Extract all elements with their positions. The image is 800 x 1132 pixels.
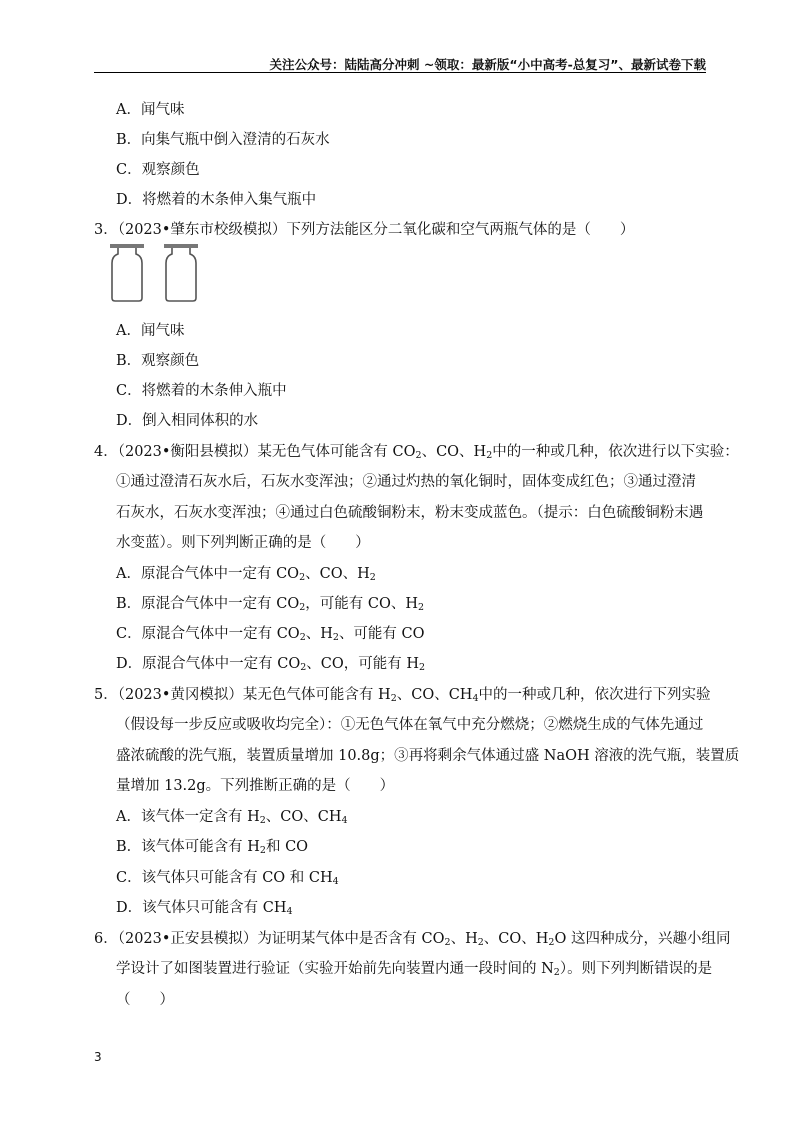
q6-stem-line2: 学设计了如图装置进行验证（实验开始前先向装置内通一段时间的 $N_2$）。则下列判断错误的是 (116, 961, 713, 978)
q4-option-d: D．原混合气体中一定有 $CO_2$、CO，可能有 $H_2$ (116, 656, 426, 673)
q3-option-b: B．观察颜色 (116, 353, 200, 369)
q5-stem-line3: 盛浓硫酸的洗气瓶，装置质量增加 10.8g；③再将剩余气体通过盛 NaOH 溶液的洗气瓶，装置质 (116, 748, 740, 764)
q4-stem-line4: 水变蓝）。则下列判断正确的是（ ） (116, 535, 370, 551)
q2-option-c: C．观察颜色 (116, 162, 200, 178)
q4-option-b: B．原混合气体中一定有 $CO_2$，可能有 CO、$H_2$ (116, 596, 425, 613)
q5-option-c: C．该气体只可能含有 CO 和 $CH_4$ (116, 870, 339, 887)
gas-bottle-left-icon (110, 244, 144, 301)
q4-stem-line3: 石灰水，石灰水变浑浊；④通过白色硫酸铜粉末，粉末变成蓝色。（提示：白色硫酸铜粉末遇 (116, 505, 704, 521)
q2-option-a: A．闻气味 (116, 102, 185, 118)
q3-option-a: A．闻气味 (116, 323, 185, 339)
q3-option-d: D．倒入相同体积的水 (116, 413, 259, 429)
q4-option-a: A．原混合气体中一定有 $CO_2$、CO、$H_2$ (116, 566, 376, 583)
gas-bottle-right-icon (164, 244, 198, 301)
page-number: 3 (94, 1050, 102, 1064)
q5-stem-line1: 5．（2023•黄冈模拟）某无色气体可能含有 $H_2$、CO、$CH_4$中的一种或几种，依次进行下列实验 (94, 687, 711, 704)
gas-bottles-figure (108, 243, 204, 303)
q4-stem-line1: 4．（2023•衡阳县模拟）某无色气体可能含有 $CO_2$、CO、$H_2$中的一种或几种，依次进行以下实验： (94, 444, 739, 461)
q3-stem: 3．（2023•肇东市校级模拟）下列方法能区分二氧化碳和空气两瓶气体的是（ ） (94, 222, 635, 238)
q4-option-c: C．原混合气体中一定有 $CO_2$、$H_2$、可能有 CO (116, 626, 425, 643)
q2-option-d: D．将燃着的木条伸入集气瓶中 (116, 192, 317, 208)
q5-stem-line2: （假设每一步反应或吸收均完全）：①无色气体在氧气中充分燃烧；②燃烧生成的气体先通过 (116, 717, 704, 733)
q4-stem-line2: ①通过澄清石灰水后，石灰水变浑浊；②通过灼热的氧化铜时，固体变成红色；③通过澄清 (116, 474, 696, 490)
q5-option-a: A．该气体一定含有 $H_2$、CO、$CH_4$ (116, 809, 348, 826)
q6-stem-line3: （ ） (116, 992, 174, 1008)
q5-option-b: B．该气体可能含有 $H_2$和 CO (116, 839, 309, 856)
q5-option-d: D．该气体只可能含有 $CH_4$ (116, 900, 293, 917)
q3-option-c: C．将燃着的木条伸入瓶中 (116, 383, 287, 399)
q6-stem-line1: 6．（2023•正安县模拟）为证明某气体中是否含有 $CO_2$、$H_2$、CO、$H_2O$ 这四种成分，兴趣小组同 (94, 931, 731, 948)
page-header: 关注公众号：陆陆高分冲刺 ~领取：最新版“小中高考-总复习”、最新试卷下载 (269, 57, 706, 72)
q5-stem-line4: 量增加 13.2g。下列推断正确的是（ ） (116, 778, 395, 794)
header-divider (94, 72, 706, 73)
q2-option-b: B．向集气瓶中倒入澄清的石灰水 (116, 132, 330, 148)
